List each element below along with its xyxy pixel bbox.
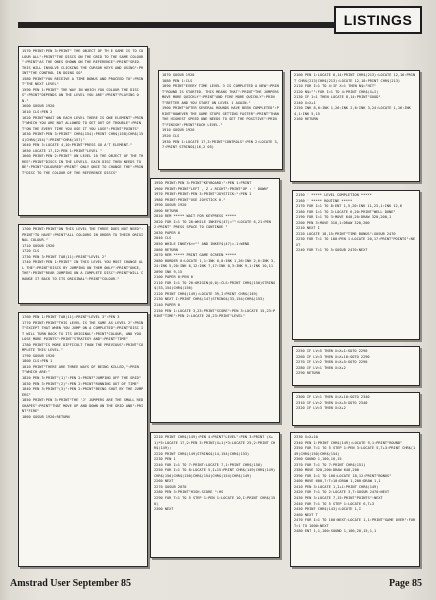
listing-text: 2100 PEN 1:LOCATE 8,14:PRINT CHR$(213):LOCATE 12,16:PRINT CHR$(213)CHR$(213):LOCATE 12,18:PRINT CHR$(213) 2110 FOR I=1 TO 4:IF X=1 THEN N$="HIT" 2120 N$="":FOR I=1 TO 4:PRINT CHR$(X+I) 2130 IF 1=1 THEN LOCATE 8,14:PRINT"GOOD" 2140 X=X+1 2150 INK 8,0:INK 1,26:INK 2,6:INK 3,24:LOCATE 1,16:INK 4,1:INK 5,15 2160 RETURN xyxy=(294,73,416,122)
footer-publication: Amstrad User September 85 xyxy=(10,578,132,589)
listing-text: 1870 GOSUB 1920 1880 PEN 1:CLS 1890 PRINT"EVERY TIME LEVEL 3 IS COMPLETED A NEW":PRINT"ROUND IS STARTED. THIS MEANS THAT":PRINT"THE JUMPERS MOVE MORE QUICKLY":PRINT"AND FIRE MORE QUICKLY":PRINT"BETTER AND YOU START ON LEVEL 1 AGAIN." 1900 PRINT"AFTER SEVERAL ROUNDS HAVE BEEN COMPLETED":PRINT"HOWEVER THE GAME STOPS GETTING FASTER":PRINT"THAN THE HIGHEST SPEED ONE NEEDS TO GET THE POSITIVE":PRINT"FINISH":PRINT"EACH LEVEL." 1910 GOSUB 1920 1920 CLS 1930 PEN 1:LOCATE 17,3:PRINT"CONTROLS":PEN 2:LOCATE 3,7:PRINT STRING$(16,2 05) xyxy=(162,73,279,150)
listing-box xyxy=(158,70,283,170)
listing-text: 2150 ' ***** LEVEL COMPLETION ***** 2160 ' ***** ROUTINE ***** 2170 FOR I=1 TO 8:ENT 1,5,20:INK 11,23,1:INK 12,6 2180 FOR I=1 TO 3:LOCATE 6,20:PRINT"WELL DONE" 2190 FOR I=1 TO 3:MOVE 640,20:DRAW 320,200,1 2200 PEN 3:MOVE 318,1:DRAW 320,200 2210 NEXT I 2220 LOCATE 18,15:PRINT"TIME BONUS":GOSUB 2470 2230 FOR T=1 TO 100:PEN 1:LOCATE 20,17:PRINT"POINTS":NEXT 2240 FOR T=1 TO 5:GOSUB 2470:NEXT xyxy=(296,193,415,253)
listing-box xyxy=(18,224,148,304)
listing-box xyxy=(290,432,420,567)
listing-text: 2300 IF LV=1 THEN X=X+10:GOTO 2340 2310 IF LV=2 THEN X=X+5:GOTO 2340 2320 IF LV=3 THEN X=X+2 xyxy=(296,395,370,411)
footer-page-number: Page 85 xyxy=(388,578,422,589)
listing-text: 1700 PRINT:PRINT"ON THIS LEVEL THE THREE DOES NOT NEED":PRINT"TO HAVE":PRINT"ALL COLOURS IN ORDER TO THEIR ORIGINAL COLOUR." 1710 GOSUB 1920 1720 CLS 1730 PEN 3:PRINT TAB(11):PRINT"LEVEL 2" 1740 PRINT:PEN 1:PRINT" IN THIS LEVEL YOU MUST CHANGE ALL THE":PRINT"DISCS BY JUMPING ON THEM ONLY":PRINT"ONCE, THE":PRINT"REAR JUMPING ON A COMPLETE DISC":PRINT"WILL CHANGE IT BACK TO ITS ORIGINAL":PRINT"COLOUR." xyxy=(22,227,144,281)
listing-text: 2210 PRINT CHR$(149):PEN 4:PRINT"LEVEL":PEN 3:PRINT (X+1)*5:LOCATE 17,2:PEN 3:PRINT(X+1)*3:LOCATE 25,2:PRINT CHR$(149); 2220 PRINT CHR$(149)STRING$(14,154)CHR$(153) 2230 PEN 1 2240 FOR I=1 TO 7:PRINT:LOCATE 7,1:PRINT CHR$(150) 2250 FOR I=1 TO 8:LOCATE 5,I+15:PRINT CHR$(149)CHR$(149)CHR$(150)CHR$(150)CHR$(154)CHR$(154)CHR$(149) 2260 NEXT 2270 GOSUB 2070 2280 PEN 3:PRINT"HIGH-SCORE ":HS 2290 FOR T=1 TO 5 STEP 1:PEN 1:LOCATE 10,I:PRINT CHR$(150) 2300 NEXT xyxy=(154,435,276,512)
listing-box xyxy=(150,178,280,423)
section-title: LISTINGS xyxy=(343,12,413,28)
listing-box xyxy=(18,46,148,216)
listing-box xyxy=(150,432,280,558)
listing-text: 2250 IF LV=5 THEN X=X+1:GOTO 2290 2260 IF LV=3 THEN X=X+10:GOTO 2290 2270 IF LV=2 THEN X=X+5:GOTO 2290 2280 IF LV=1 THEN X=X+2 2290 RETURN xyxy=(296,349,370,376)
listing-text: 2330 X=X+10 2340 PEN 1:PRINT CHR$(149):LOCATE 9,1:PRINT"ROUND" 2350 FOR T=1 TO 5 STEP 1:PEN 3:LOCATE 5,T+3:PRINT CHR$(149)CHR$(150)CHR$(154) 2360 SOUND 1,100,10,15 2370 FOR T=1 TO 7:PRINT CHR$(151) 2380 MOVE 320,200:DRAW 640,200 2390 FOR I=1 TO 100:LOCATE 18,12:PRINT"BONUS" 2400 MOVE 600,7:T=10:DRAW 1,200:DRAW 1,1 2410 PEN 3:LOCATE 1,I+1:PRINT CHR$(149) 2420 FOR T=1 TO 2:LOCATE 3,T:GOSUB 2470:NEXT 2430 PEN 3:LOCATE 7,15:PRINT"POINTS":NEXT 2440 FOR T=1 TO 5 STEP 1:LOCATE 6,T+3 2450 PRINT CHR$(143):LOCATE 1,I 2460 NEXT T 2470 FOR I=1 TO 100:NEXT:LOCATE 1,1:PRINT"GAME OVER":FOR T=1 TO 1000:NEXT 2480 ENT 1,1,100:SOUND 1,100,20,15,1,1 xyxy=(294,435,416,534)
listing-box xyxy=(292,392,420,426)
section-header xyxy=(334,6,422,34)
listing-text: 1950 PRINT:PEN 3:PRINT"KEYBOARD:":PEN 1:PRINT 1960 PRINT:PRINT"LEFT , Z + RIGHT":PRINT"UP : ' DOWN" 1970 PRINT:PRINT:PEN 3:PRINT"JOYSTICK:":PEN 1 1980 PRINT:PRINT"USE JOYSTICK 0." 1990 GOSUB 1920 2000 RETURN 2010 REM ***** WAIT FOR KEYPRESS ***** 2020 FOR I=1 TO 20:WHILE INKEY$(47)="":LOCATE 6,21:PEN 2:PRINT" PRESS SPACE TO CONTINUE " 2030 PAPER 0 2040 CLS 2050 WHILE INKEY$<>"" AND INKEY$(47)=-1:WEND 2060 RETURN 2070 REM ***** PRINT GAME SCREEN ***** 2080 BORDER 0:LOCATE 1,1:INK 0,0:INK 1,26:INK 2,6:INK 3,24:INK 5,20:INK 6,12:INK 7,17:INK 8,3:INK 9,1:INK 10,11 2090 INK 9,15 2100 PAPER 0:PEN 0 2110 FOR I=1 TO 20:ORIGIN(0,0):CLS:PRINT CHR$(150)STRING$(33,154)CHR$(156) 2120 PRINT CHR$(149):LOCATE 39,I:PRINT CHR$(149) 2130 NEXT I:PRINT CHR$(147)STRING$(33,154)CHR$(153) 2140 PAPER 0 2150 PEN 1:LOCATE 3,23:PRINT"SCORE":PEN 3:LOCATE 15,23:PRINT"TIME":PEN 2:LOCATE 28,23:PRINT"LEVEL" xyxy=(154,181,276,319)
header-rule xyxy=(18,22,336,28)
listing-text: 1760 PEN 1:PRINT TAB(11):PRINT"LEVEL 3":PEN 3 1770 PRINT:PRINT"THIS LEVEL IS THE SAME AS LEVEL 2":PRINT"EXCEPT THAT WHEN YOU JUMP ON A COMPLETED":PRINT"DISC IT WILL TURN BACK TO ITS ORIGINAL":PRINT"COLOUR, AND YOU LOSE MORE POINTS":PRINT"STRATEGY AND":PRINT"TIME" 1780 PRINT"IS MORE DIFFICULT THAN THE PREVIOUS":PRINT"COMPLETE THIS LEVEL." 1790 GOSUB 1920 1800 CLS:PEN 1 1810 PRINT"THERE ARE THREE WAYS OF BEING KILLED,":PRINT"WHICH ARE:" 1820 PEN 3:PRINT"(1)":PEN 2:PRINT"JUMPING OFF THE GRID" 1830 PEN 3:PRINT"(2)":PEN 2:PRINT"RUNNING OUT OF TIME" 1840 PEN 3:PRINT"(3)":PEN 2:PRINT"BEING SHOT BY THE JUMPERS" 1850 PRINT:PEN 3:PRINT"THE 'J' JUMPERS ARE THE SMALL RED SHAPES":PRINT"THAT MOVE UP AND DOWN ON THE GRID AND":PRINT"FIRE" 1860 GOSUB 1920:RETURN xyxy=(22,315,144,419)
listing-box xyxy=(290,70,420,182)
listing-text: 1570 PRINT:PEN 3:PRINT" THE OBJECT OF TH E GAME IS TO COLOUR ALL":PRINT"THE DISCS ON THE GRID TO THE SAME COLOUR ":PRINT"AS THE ONES SHOWN ON THE REFERENCE":PRINT"GRID. THIS WILL INVOLVE CLICKING THE CURSOR KEYS AND USING":PRINT"THE CONTROL IN DOING SO" 1580 PRINT"YOU RECEIVE A TIME BONUS AND PROCEED TO":PRINT"THE NEXT LEVEL" 1590 PEN 1:PRINT" THE WAY IN WHICH YOU COLOUR THE DISCS":PRINT"DEPENDS ON THE LEVEL YOU ARE":PRINT"PLAYING ON." 1600 GOSUB 1920 1610 CLS:PEN 2 1620 PRINT"WHAT ON EACH LEVEL THERE IS ONE ELEMENT":PRINT"WHICH YOU ARE NOT ALLOWED TO GET OUT OF TROUBLE":PRINT"ON THE EVERY TIME YOU USE IT YOU LOSE":PRINT"POINTS" 1630 PRINT:PEN 3:PRINT" CHR$(154):PRINT CHR$(158)CHR$(154)CHR$(154)":PRINT"CHR$(157)" 1640 PEN 3:LOCATE 4,10:PRINT"PRESS GO A'T ELEMENT." 1650 LOCATE 17,12:PEN 1:PRINT"LEVEL " 1660 PRINT:PEN 2:PRINT" ON LEVEL 10 THE OBJECT OF THE THREE":PRINT"DISCS IN THE LEVELS. EACH DISC THEN NEEDS TO BE":PRINT"COLOURED":PRINT" ONLY ONCE TO CHANGE THE":PRINT"DISC TO THE COLOUR OF THE REFERENCE DISCS" xyxy=(22,49,144,176)
listing-box xyxy=(292,190,420,340)
listing-box xyxy=(292,346,420,386)
listing-box xyxy=(18,312,148,567)
